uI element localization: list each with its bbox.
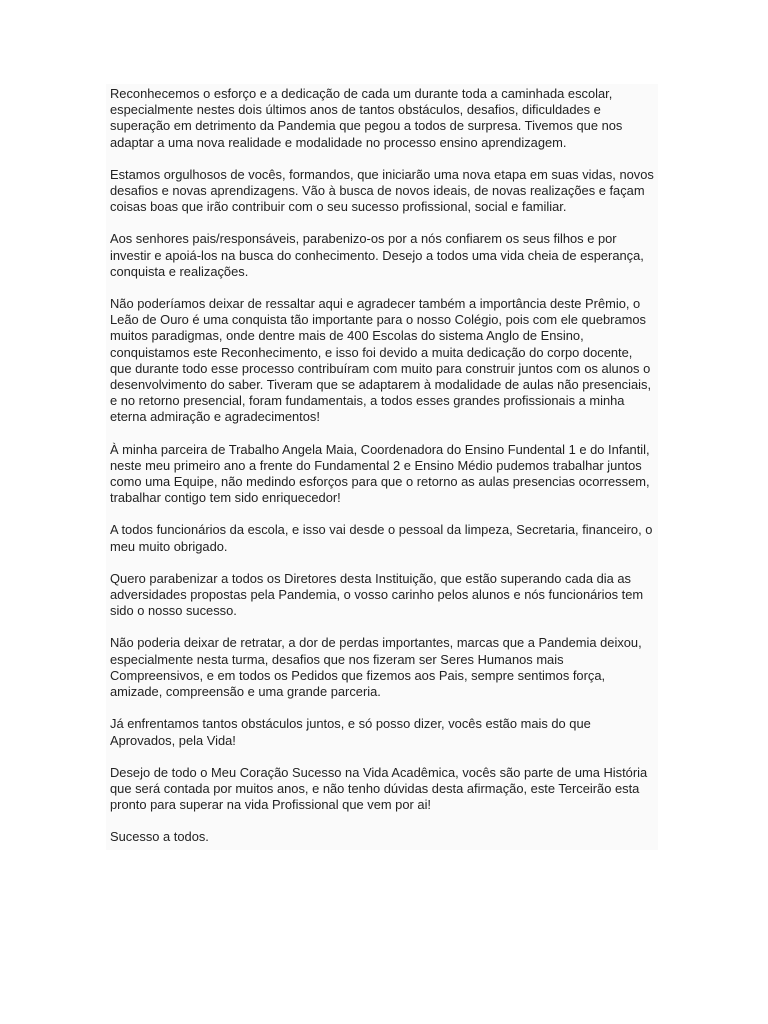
paragraph-3: Aos senhores pais/responsáveis, parabenizo-os por a nós confiarem os seus filhos e por investir e apoiá-los na busca do conhecimento. Desejo a todos uma vida cheia de esperança, conquista e realizações. [110, 231, 644, 279]
paragraph-2: Estamos orgulhosos de vocês, formandos, que iniciarão uma nova etapa em suas vidas, novos desafios e novas aprendizagens. Vão à busca de novos ideais, de novas realizações e façam coisas boas que irão contribuir com o seu sucesso profissional, social e familiar. [110, 166, 654, 215]
paragraph-7: Quero parabenizar a todos os Diretores desta Instituição, que estão superando cada dia as adversidades propostas pela Pandemia, o vosso carinho pelos alunos e nós funcionários tem sido o nosso sucesso. [110, 570, 644, 619]
paragraph-4: Não poderíamos deixar de ressaltar aqui e agradecer também a importância deste Prêmio, o Leão de Ouro é uma conquista tão importante para o nosso Colégio, pois com ele quebramos muitos paradigmas, onde dentre mais de 400 Escolas do sistema Anglo de Ensino, conquistamos este Reconhecimento, e isso foi devido a muita dedicação do corpo docente, que durante todo esse processo contribuíram com muito para construir juntos com os alunos o desenvolvimento do saber. Tiveram que se adaptarem à modalidade de aulas não presenciais, e no retorno presencial, foram fundamentais, a todos esses grandes profissionais a minha eterna admiração e agradecimentos! [110, 296, 652, 425]
paragraph-6: A todos funcionários da escola, e isso vai desde o pessoal da limpeza, Secretaria, financeiro, o meu muito obrigado. [110, 522, 653, 554]
paragraph-10: Desejo de todo o Meu Coração Sucesso na Vida Acadêmica, vocês são parte de uma História que será contada por muitos anos, e não tenho dúvidas desta afirmação, este Terceirão esta pronto para superar na vida Profissional que vem por ai! [110, 764, 648, 813]
paragraph-11: Sucesso a todos. [110, 829, 209, 845]
paragraph-1: Reconhecemos o esforço e a dedicação de cada um durante toda a caminhada escolar, especialmente nestes dois últimos anos de tantos obstáculos, desafios, dificuldades e superação em detrimento da Pandemia que pegou a todos de surpresa. Tivemos que nos adaptar a uma nova realidade e modalidade no processo ensino aprendizagem. [110, 86, 623, 150]
paragraph-8: Não poderia deixar de retratar, a dor de perdas importantes, marcas que a Pandemia deixou, especialmente nesta turma, desafios que nos fizeram ser Seres Humanos mais Compreensivos, e em todos os Pedidos que fizemos aos Pais, sempre sentimos força, amizade, compreensão e uma grande parceria. [110, 635, 642, 700]
paragraph-5: À minha parceira de Trabalho Angela Maia, Coordenadora do Ensino Fundental 1 e do Infantil, neste meu primeiro ano a frente do Fundamental 2 e Ensino Médio pudemos trabalhar juntos como uma Equipe, não medindo esforços para que o retorno as aulas presencias ocorressem, trabalhar contigo tem sido enriquecedor! [110, 441, 650, 506]
letter-body [106, 84, 658, 850]
paragraph-9: Já enfrentamos tantos obstáculos juntos, e só posso dizer, vocês estão mais do que Aprovados, pela Vida! [110, 716, 591, 748]
